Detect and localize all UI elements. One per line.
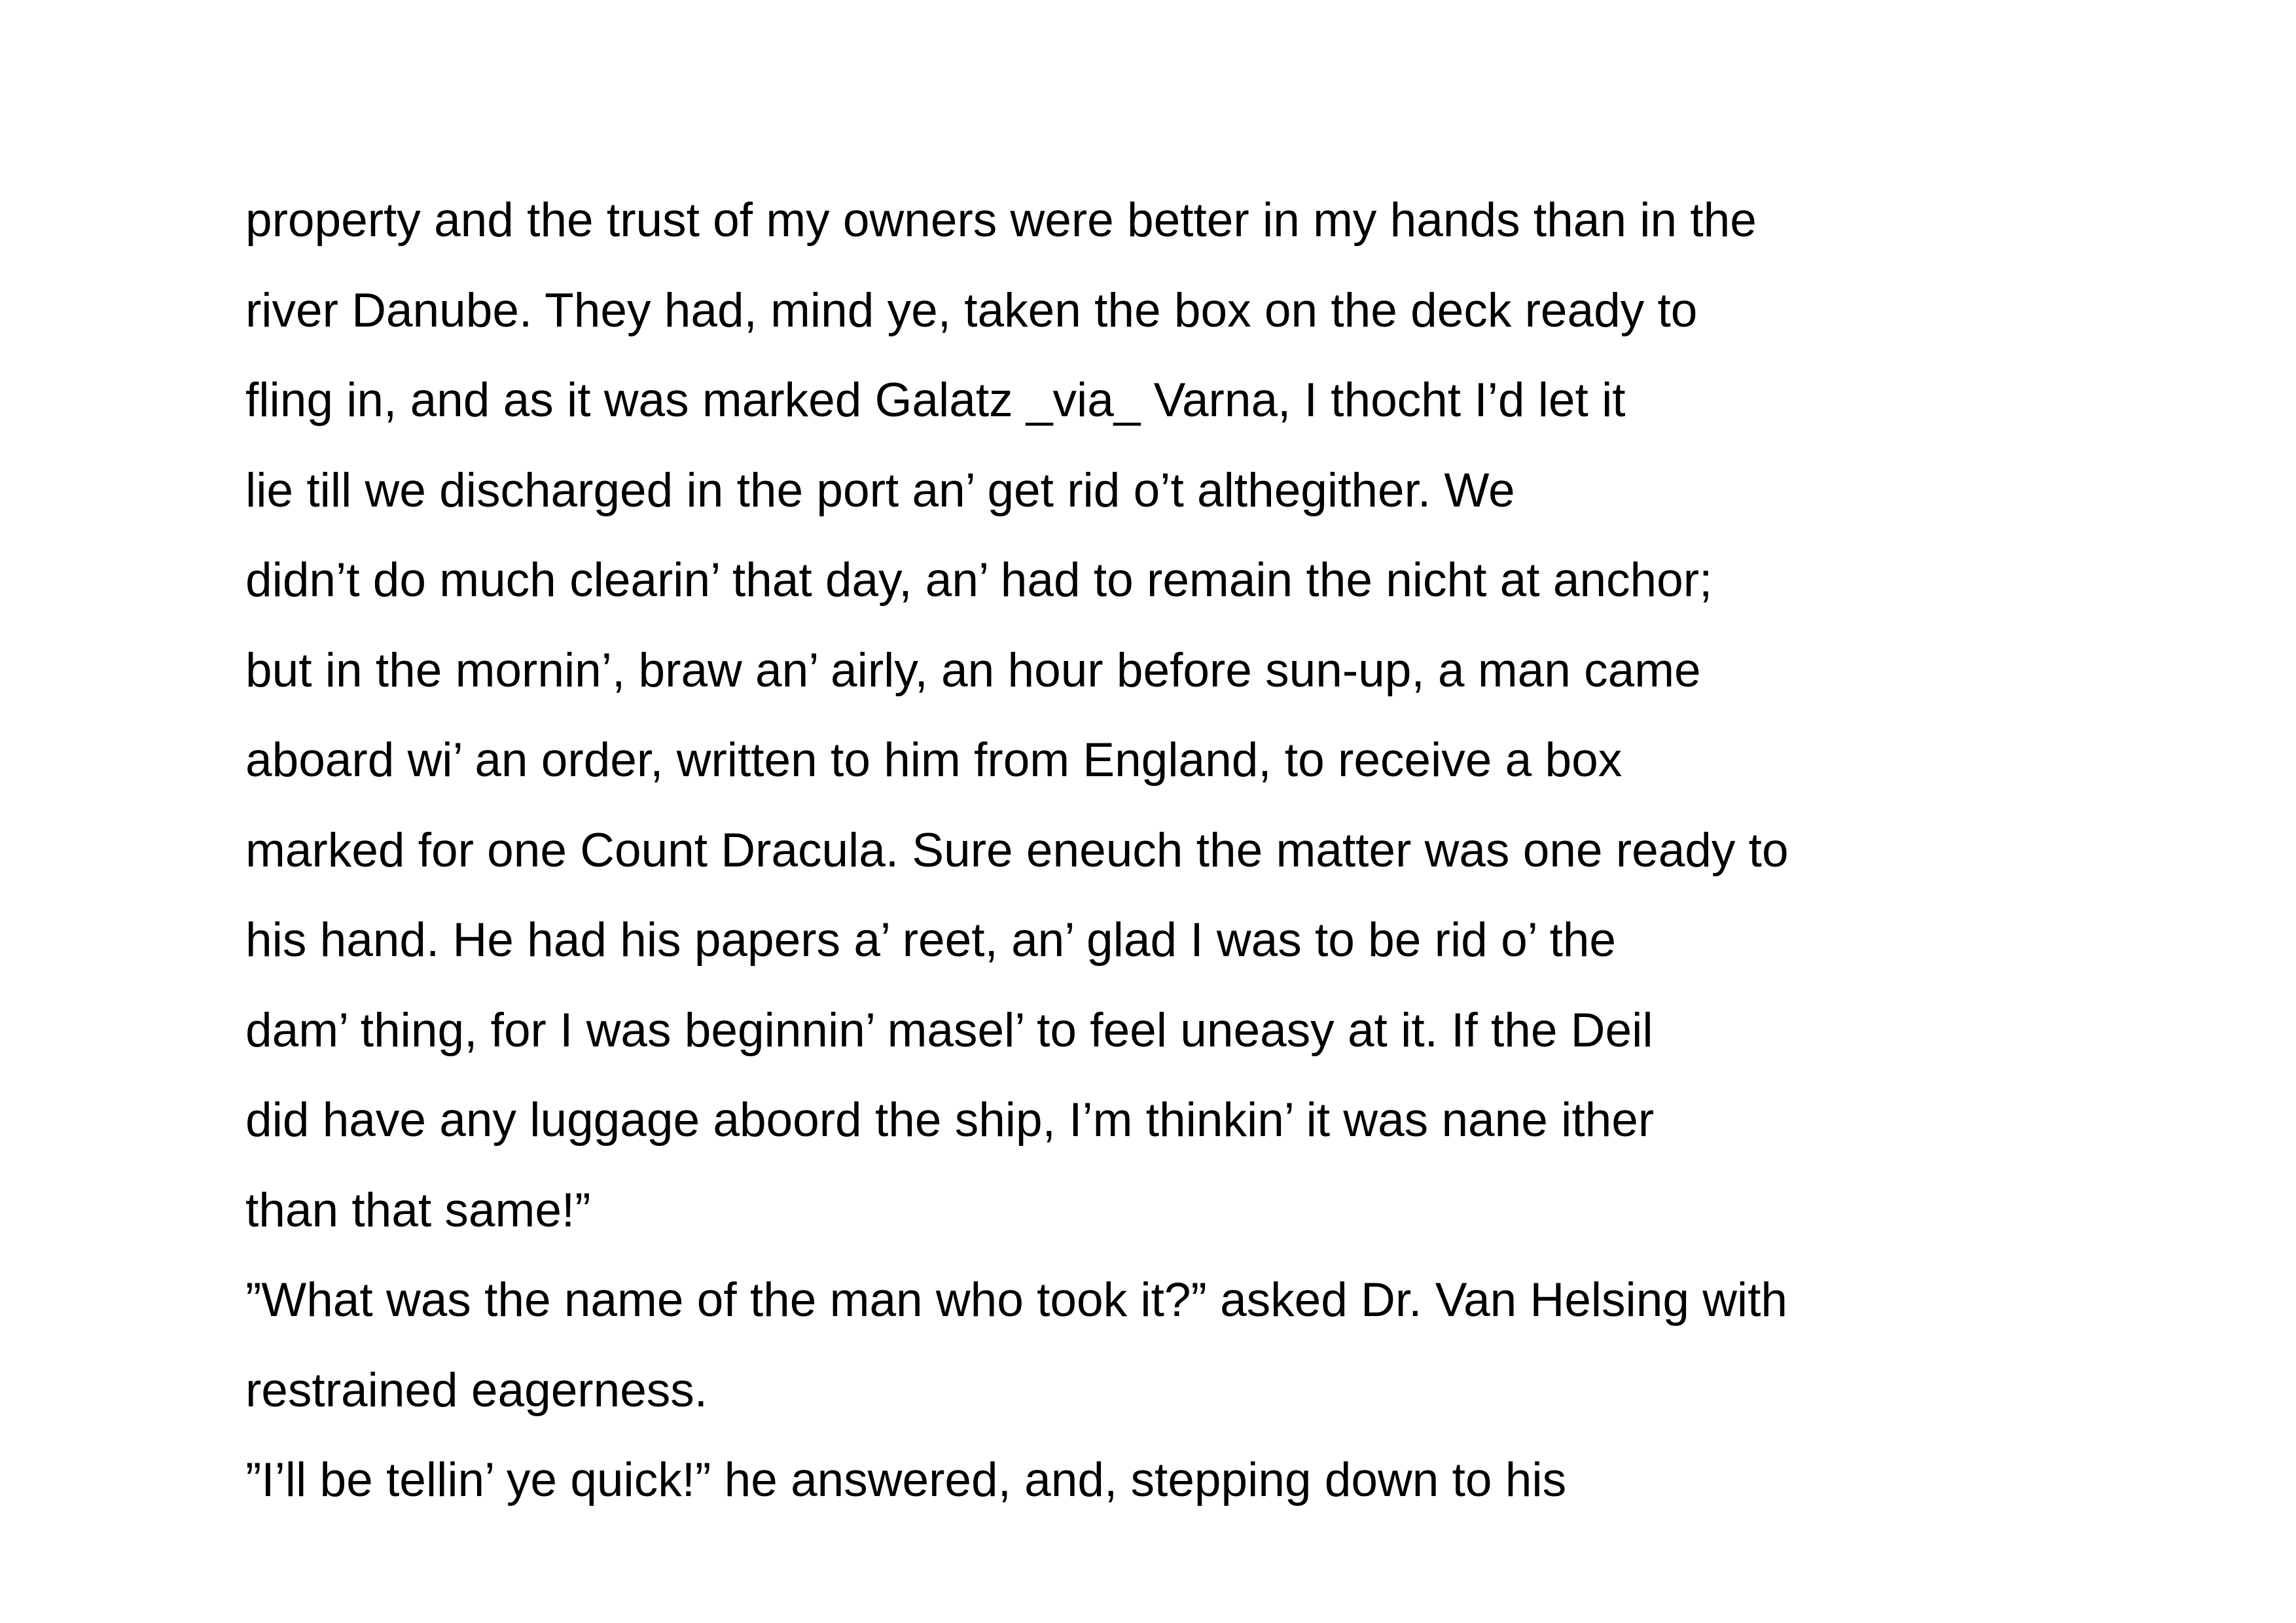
text-line: restrained eagerness.	[245, 1363, 708, 1417]
text-line: dam’ thing, for I was beginnin’ masel’ to feel uneasy at it. If the Deil	[245, 1003, 1653, 1057]
text-line: did have any luggage aboord the ship, I’m thinkin’ it was nane ither	[245, 1094, 1655, 1147]
text-line: ”What was the name of the man who took it?” asked Dr. Van Helsing with	[245, 1274, 1788, 1327]
text-line: lie till we discharged in the port an’ get rid o’t althegither. We	[245, 463, 1515, 517]
text-line: ”I’ll be tellin’ ye quick!” he answered, and, stepping down to his	[245, 1454, 1567, 1507]
body-text	[245, 175, 2144, 1525]
text-line: marked for one Count Dracula. Sure eneuch the matter was one ready to	[245, 823, 1789, 877]
text-line: river Danube. They had, mind ye, taken the box on the deck ready to	[245, 283, 1698, 337]
text-line: his hand. He had his papers a’ reet, an’ glad I was to be rid o’ the	[245, 914, 1616, 967]
text-line: than that same!”	[245, 1183, 591, 1237]
text-line: fling in, and as it was marked Galatz _via_ Varna, I thocht I’d let it	[245, 374, 1626, 427]
text-line: didn’t do much clearin’ that day, an’ had to remain the nicht at anchor;	[245, 554, 1713, 607]
text-line: but in the mornin’, braw an’ airly, an hour before sun-up, a man came	[245, 643, 1701, 697]
text-line: aboard wi’ an order, written to him from England, to receive a box	[245, 734, 1623, 787]
text-line: property and the trust of my owners were better in my hands than in the	[245, 194, 1757, 247]
